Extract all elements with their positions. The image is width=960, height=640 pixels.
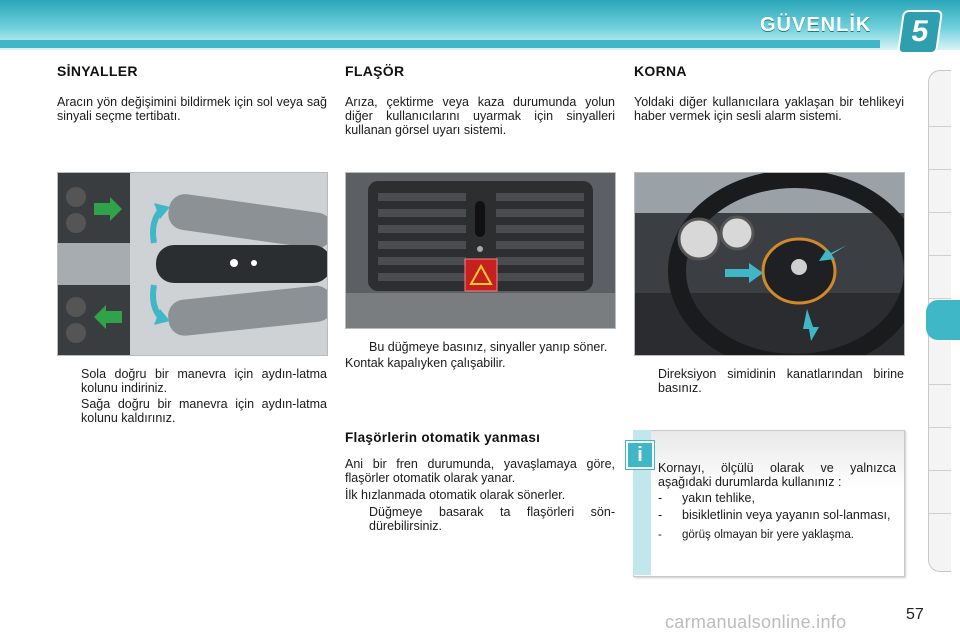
auto-hazard-title: Flaşörlerin otomatik yanması — [345, 430, 541, 445]
info-item: - bisikletlinin veya yayanın sol-lanması, — [658, 508, 891, 522]
signals-intro: Aracın yön değişimini bildirmek için sol veya sağ sinyali seçme tertibatı. — [57, 95, 327, 123]
indicator-stalk-photo — [57, 172, 328, 356]
info-box-content — [658, 461, 896, 542]
header-stripe — [0, 40, 880, 48]
watermark: carmanualsonline.info — [665, 612, 847, 632]
auto-hazard-para2: İlk hızlanmada otomatik olarak sönerler. — [345, 488, 566, 502]
hazard-intro: Arıza, çektirme veya kaza durumunda yolun diğer kullanıcılarını uyarmak için sinyalleri kullanan görsel uyarı sistemi. — [345, 95, 615, 137]
signals-title: SİNYALLER — [57, 63, 138, 79]
active-chapter-tab — [926, 300, 960, 340]
chapter-number-badge: 5 — [897, 10, 943, 54]
hazard-note: Kontak kapalıyken çalışabilir. — [345, 356, 506, 370]
info-item: - görüş olmayan bir yere yaklaşma. — [658, 529, 854, 541]
signals-section — [57, 63, 327, 123]
bullet-icon — [345, 340, 369, 354]
horn-intro: Yoldaki diğer kullanıcılara yaklaşan bir tehlikeyi haber vermek için sesli alarm sistemi. — [634, 95, 904, 123]
auto-hazard-bullet: Düğmeye basarak ta flaşörleri sön-dürebilirsiniz. — [345, 505, 615, 533]
signals-bullets — [57, 367, 327, 425]
chapter-title: GÜVENLİK — [760, 14, 872, 36]
auto-hazard-section — [345, 430, 615, 533]
hazard-title: FLAŞÖR — [345, 63, 405, 79]
bullet-icon — [57, 367, 81, 395]
info-icon: i — [626, 441, 654, 469]
hazard-instructions — [345, 340, 615, 370]
steering-wheel-photo — [634, 172, 905, 356]
auto-hazard-para1: Ani bir fren durumunda, yavaşlamaya göre, flaşörler otomatik olarak yanar. — [345, 457, 615, 485]
signals-bullet-left: Sola doğru bir manevra için aydın-latma kolunu indiriniz. — [57, 367, 327, 395]
horn-section — [634, 63, 904, 123]
hazard-bullet: Bu düğmeye basınız, sinyaller yanıp söner. — [345, 340, 615, 354]
bullet-icon — [345, 505, 369, 533]
hazard-button-photo — [345, 172, 616, 329]
bullet-icon — [57, 397, 81, 425]
page-number: 57 — [906, 606, 924, 623]
info-item: - yakın tehlike, — [658, 491, 755, 505]
signals-bullet-right: Sağa doğru bir manevra için aydın-latma kolunu kaldırınız. — [57, 397, 327, 425]
info-lead: Kornayı, ölçülü olarak ve yalnızca aşağıdaki durumlarda kullanınız : — [658, 461, 896, 489]
hazard-section — [345, 63, 615, 137]
horn-bullets — [634, 367, 904, 395]
horn-title: KORNA — [634, 63, 687, 79]
bullet-icon — [634, 367, 658, 395]
horn-bullet: Direksiyon simidinin kanatlarından birine basınız. — [634, 367, 904, 395]
